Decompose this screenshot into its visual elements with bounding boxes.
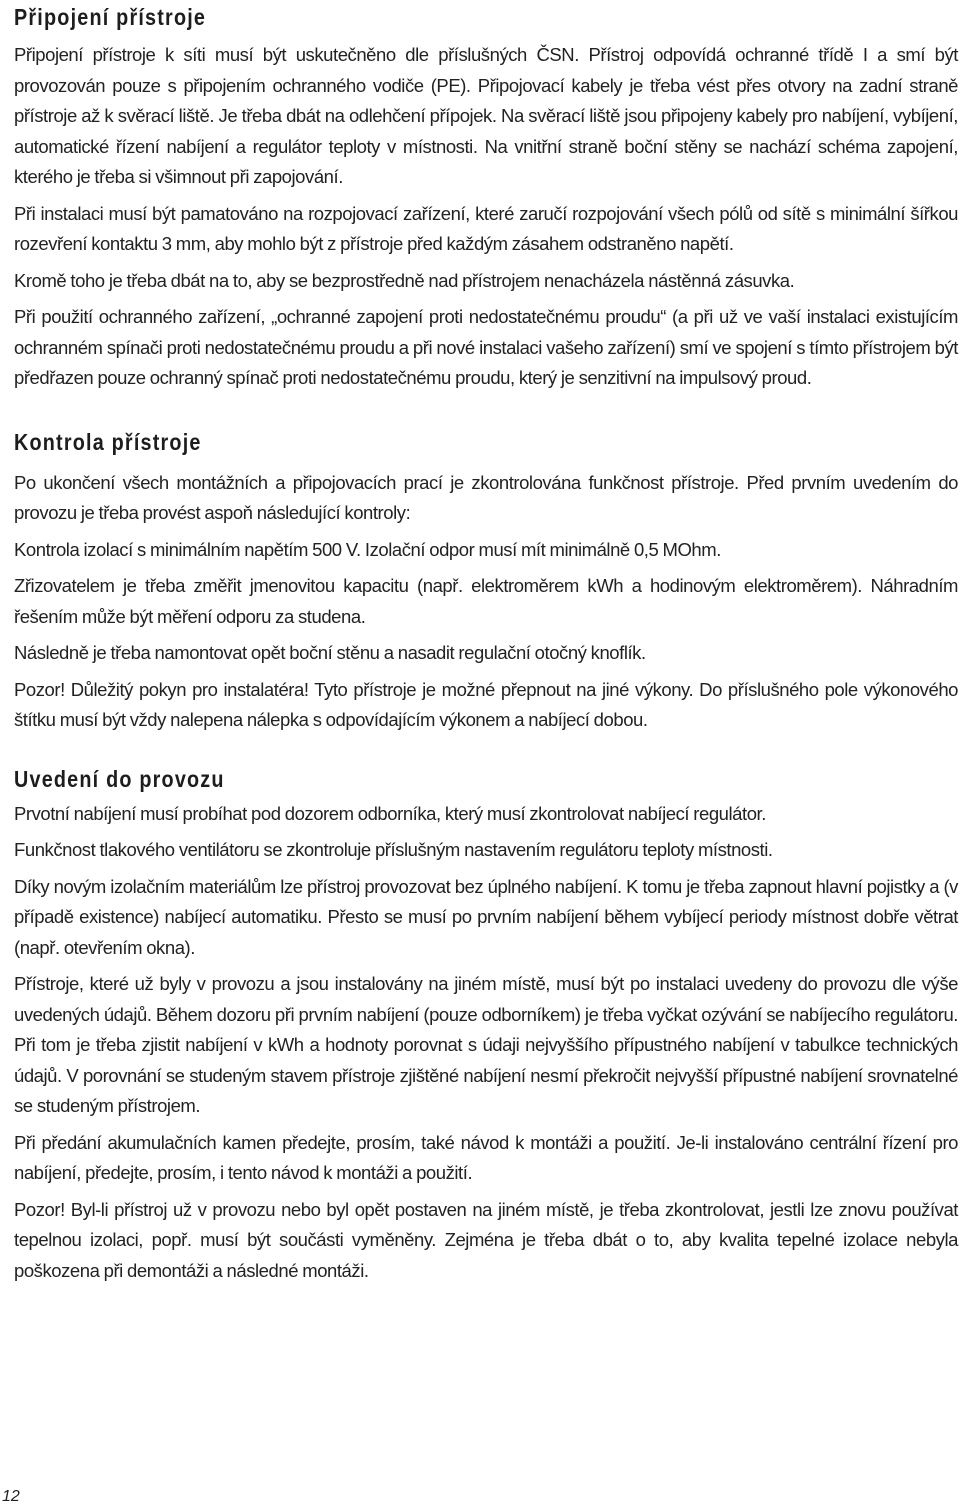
paragraph-connection-requirements: Připojení přístroje k síti musí být uskutečněno dle příslušných ČSN. Přístroj odpovídá ochranné třídě I a smí být provozován pouze s připojením ochranného vodiče (PE). Připojovací kabely je třeba vést přes otvory na zadní straně přístroje až k svěrací liště. Je třeba dbát na odlehčení přípojek. Na svěrací liště jsou připojeny kabely pro nabíjení, vybíjení, automatické řízení nabíjení a regulátor teploty v místnosti. Na vnitřní straně boční stěny se nachází schéma zapojení, kterého je třeba si všimnout při zapojování.	[14, 44, 958, 187]
paragraph-side-wall-mounting: Následně je třeba namontovat opět boční stěnu a nasadit regulační otočný knoflík.	[14, 642, 646, 663]
paragraph-thermal-insulation-warning: Pozor! Byl-li přístroj už v provozu nebo byl opět postaven na jiném místě, je třeba zkontrolovat, jestli lze znovu používat tepelnou izolaci, popř. musí být součásti vyměněny. Zejména je třeba dbát o to, aby kvalita tepelné izolace nebyla poškozena při demontáži a následné montáži.	[14, 1198, 958, 1281]
paragraph-relocated-devices: Přístroje, které už byly v provozu a jsou instalovány na jiném místě, musí být po instalaci uvedeny do provozu dle výše uvedených údajů. Během dozoru při prvním nabíjení (pouze odborníkem) je třeba vyčkat ozývání se nabíjecího regulátoru. Při tom je třeba zjistit nabíjení v kWh a hodnoty porovnat s údaji nejvyššího přípustného nabíjení v tabulkce technických údajů. V porovnání se studeným stavem přístroje zjištěné nabíjení nesmí překročit nejvyšší přípustné nabíjení srovnatelné se studeným přístrojem.	[14, 973, 958, 1116]
paragraph-first-charging: Prvotní nabíjení musí probíhat pod dozorem odborníka, který musí zkontrolovat nabíjecí regulátor.	[14, 802, 766, 824]
paragraph-installer-warning: Pozor! Důležitý pokyn pro instalatéra! Tyto přístroje je možné přepnout na jiné výkony. Do příslušného pole výkonového štítku musí být vždy nalepena nálepka s odpovídajícím výkonem a nabíjecí dobou.	[14, 678, 958, 730]
paragraph-handover-manual: Při předání akumulačních kamen předejte, prosím, také návod k montáži a použití. Je-li instalováno centrální řízení pro nabíjení, předejte, prosím, i tento návod k montáži a použití.	[14, 1131, 958, 1183]
paragraph-residual-current-protection: Při použití ochranného zařízení, „ochranné zapojení proti nedostatečnému proudu“ (a při už ve vaší instalaci existujícím ochranném spínači proti nedostatečnému proudu a při nové instalaci vašeho zařízení) smí ve spojení s tímto přístrojem být předřazen pouze ochranný spínač proti nedostatečnému proudu, který je senzitivní na impulsový proud.	[14, 306, 958, 388]
section-title-device-check: Kontrola přístroje	[14, 428, 202, 455]
paragraph-capacity-measurement: Zřizovatelem je třeba změřit jmenovitou kapacitu (např. elektroměrem kWh a hodinovým elektroměrem). Náhradním řešením může být měření odporu za studena.	[14, 575, 958, 627]
paragraph-insulation-check: Kontrola izolací s minimálním napětím 500 V. Izolační odpor musí mít minimálně 0,5 MOhm.	[14, 538, 721, 560]
paragraph-disconnect-device: Při instalaci musí být pamatováno na rozpojovací zařízení, které zaručí rozpojování všech pólů od sítě s minimální šířkou rozevření kontaktu 3 mm, aby mohlo být z přístroje před každým zásahem odstraněno napětí.	[14, 202, 958, 254]
paragraph-fan-check: Funkčnost tlakového ventilátoru se zkontroluje příslušným nastavením regulátoru teploty místnosti.	[14, 839, 773, 860]
paragraph-check-intro: Po ukončení všech montážních a připojovacích prací je zkontrolována funkčnost přístroje. Před prvním uvedením do provozu je třeba provést aspoň následující kontroly:	[14, 471, 958, 523]
paragraph-wall-socket-note: Kromě toho je třeba dbát na to, aby se bezprostředně nad přístrojem nenacházela nástěnná zásuvka.	[14, 269, 795, 291]
document-page	[14, 0, 958, 1286]
section-title-commissioning: Uvedení do provozu	[14, 765, 225, 792]
section-title-connection: Připojení přístroje	[14, 4, 207, 30]
page-number: 12	[2, 1488, 20, 1505]
paragraph-insulation-materials: Díky novým izolačním materiálům lze přístroj provozovat bez úplného nabíjení. K tomu je třeba zapnout hlavní pojistky a (v případě existence) nabíjecí automatiku. Přesto se musí po prvním nabíjení během vybíjecí periody místnost dobře větrat (např. otevřením okna).	[14, 875, 958, 958]
